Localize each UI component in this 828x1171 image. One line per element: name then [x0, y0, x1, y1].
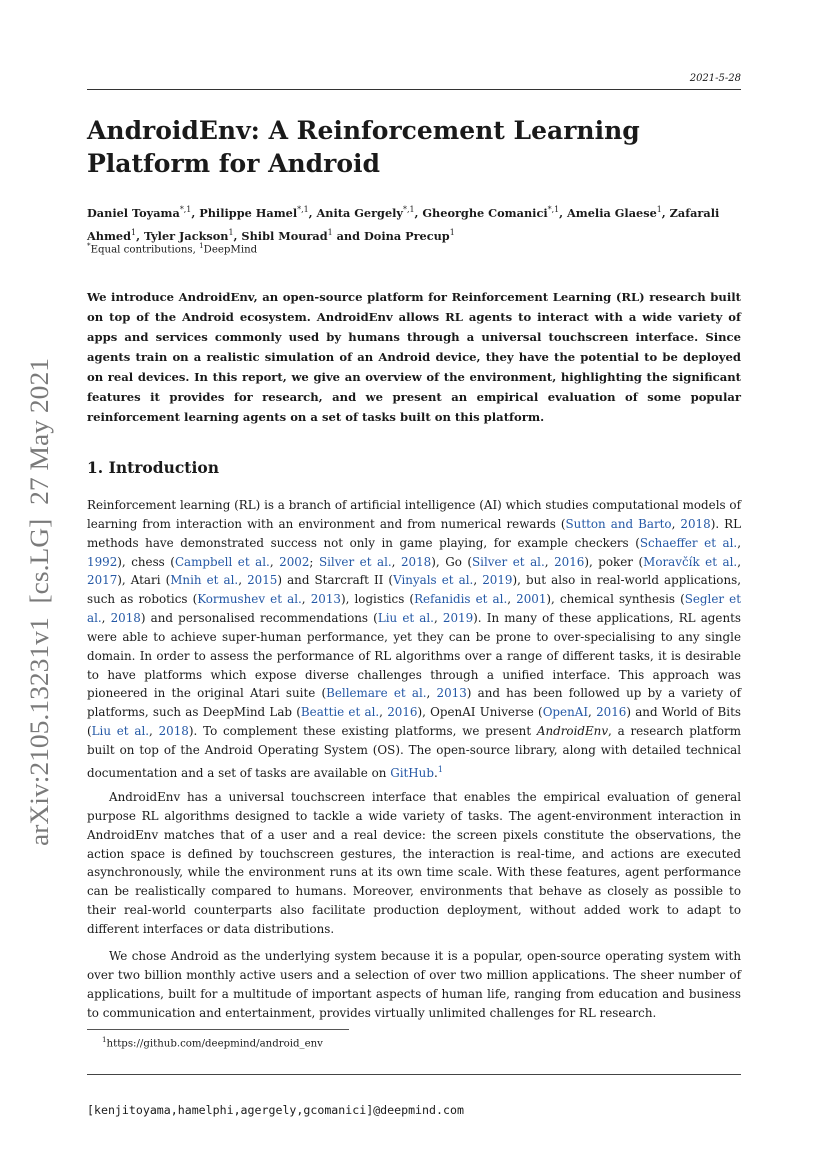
citation-link[interactable]: 1992: [87, 554, 118, 569]
author-affiliation-mark: *,1: [403, 205, 415, 214]
citation-link[interactable]: 2001: [516, 592, 547, 607]
citation-link[interactable]: Beattie et al.: [300, 705, 380, 720]
paragraph-text: ,: [269, 554, 280, 569]
paragraph-text: ,: [737, 535, 741, 550]
paragraph-text: ), but also in real-world applications, such as robotics (: [87, 573, 742, 607]
author-name: Gheorghe Comanici: [422, 205, 548, 220]
paragraph-text: ,: [379, 705, 388, 720]
citation-link[interactable]: 2002: [279, 554, 310, 569]
footer-rule: [87, 1074, 741, 1075]
author-affiliation-mark: 1: [228, 227, 234, 237]
author-separator: ,: [136, 228, 144, 243]
affiliations: [87, 239, 741, 256]
citation-link[interactable]: 2016: [596, 705, 627, 720]
author-separator: ,: [661, 205, 670, 220]
author-name: Amelia Glaese: [567, 205, 657, 220]
paragraph-text: ,: [671, 516, 681, 531]
citation-link[interactable]: Moravčík et al.: [643, 554, 738, 569]
header-date: 2021-5-28: [689, 73, 741, 84]
paragraph-text: ,: [433, 611, 443, 626]
citation-link[interactable]: GitHub: [390, 765, 434, 780]
paragraph-text: ,: [737, 554, 741, 569]
paragraph-text: , a research platform built on top of the Android Operating System (OS). The open-source library, along with detailed technical documentation and a set of tasks are available on: [87, 724, 741, 780]
author-separator: and: [332, 228, 364, 243]
paper-title: [87, 114, 707, 180]
footnote-mark: 1: [102, 1035, 107, 1044]
paragraph-text: .: [433, 765, 438, 780]
footnote-rule: [87, 1029, 349, 1030]
paragraph-text: ,: [473, 573, 483, 588]
citation-link[interactable]: Silver et al.: [318, 554, 392, 569]
citation-link[interactable]: Liu et al.: [91, 724, 150, 739]
author-affiliation-mark: 1: [449, 227, 455, 237]
paragraph-text: ,: [149, 724, 159, 739]
paragraph-text: ,: [507, 592, 517, 607]
author-name: Daniel Toyama: [87, 205, 180, 220]
paragraph-text: ), Go (: [431, 554, 473, 569]
author-name: Tyler Jackson: [143, 228, 229, 243]
equal-contribution-mark: *: [87, 241, 91, 250]
affiliation-text: DeepMind: [203, 244, 258, 256]
citation-link[interactable]: Schaeffer et al.: [639, 535, 738, 550]
citation-link[interactable]: Bellemare et al.: [326, 686, 427, 701]
arxiv-stamp: [15, 356, 59, 848]
author-separator: ,: [414, 205, 423, 220]
paragraph-text: ), logistics (: [340, 592, 415, 607]
author-affiliation-mark: 1: [656, 205, 662, 214]
author-name: Anita Gergely: [316, 205, 404, 220]
paragraph-text: ) and World of Bits (: [87, 705, 741, 739]
citation-link[interactable]: Refanidis et al.: [414, 592, 508, 607]
paragraph-text: ;: [309, 554, 319, 569]
author-separator: ,: [308, 205, 317, 220]
footnote-reference[interactable]: 1: [437, 763, 444, 774]
paragraph-text: ). In many of these applications, RL agents were able to achieve super-human performance, yet they can be prone to over-specialising to any single domain. In order to assess the performance of RL algorithms over a range of different tasks, it is desirable to have platforms which expose diverse challenges through a unified interface. This approach was pioneered in the original Atari suite (: [87, 611, 741, 701]
author-affiliation-mark: 1: [327, 227, 333, 237]
citation-link[interactable]: Vinyals et al.: [393, 573, 474, 588]
author-affiliation-mark: *,1: [297, 205, 309, 214]
paragraph-text: ,: [426, 686, 437, 701]
citation-link[interactable]: 2018: [110, 611, 141, 626]
paragraph-text: ,: [238, 573, 248, 588]
citation-link[interactable]: 2016: [554, 554, 585, 569]
equal-contribution-text: Equal contributions,: [90, 244, 200, 256]
citation-link[interactable]: Kormushev et al.: [197, 592, 302, 607]
citation-link[interactable]: Sutton and Barto: [565, 516, 672, 531]
citation-link[interactable]: Liu et al.: [377, 611, 434, 626]
paragraph-text: ), chess (: [117, 554, 175, 569]
paragraph-text: ), poker (: [584, 554, 644, 569]
title-line-1: AndroidEnv: A Reinforcement Learning: [87, 116, 640, 145]
citation-link[interactable]: 2017: [87, 573, 118, 588]
paragraph-text: ). RL methods have demonstrated success not only in game playing, for example checkers (: [87, 516, 741, 550]
citation-link[interactable]: Segler et al.: [87, 592, 741, 626]
citation-link[interactable]: Mnih et al.: [170, 573, 239, 588]
footnote: [102, 1035, 323, 1049]
author-affiliation-mark: 1: [131, 227, 137, 237]
paragraph-text: ,: [101, 611, 111, 626]
author-separator: ,: [233, 228, 242, 243]
citation-link[interactable]: Campbell et al.: [174, 554, 270, 569]
paragraph-text: ), Atari (: [117, 573, 171, 588]
citation-link[interactable]: 2013: [310, 592, 341, 607]
paragraph-text: ) and has been followed up by a variety of platforms, such as DeepMind Lab (: [87, 686, 741, 720]
paragraph-text: ), chemical synthesis (: [546, 592, 685, 607]
author-name: Philippe Hamel: [199, 205, 298, 220]
abstract: We introduce AndroidEnv, an open-source platform for Reinforcement Learning (RL) research built on top of the Android ecosystem. AndroidEnv allows RL agents to interact with a wide variety of apps and services commonly used by humans through a universal touchscreen interface. Since agents train on a realistic simulation of an Android device, they have the potential to be deployed on real devices. In this report, we give an overview of the environment, highlighting the significant features it provides for research, and we present an empirical evaluation of some popular reinforcement learning agents on a set of tasks built on this platform.: [87, 290, 741, 424]
paragraph-text: ,: [588, 705, 597, 720]
intro-paragraph-2: AndroidEnv has a universal touchscreen interface that enables the empirical evaluation of general purpose RL algorithms designed to tackle a wide variety of tasks. The agent-environment interaction in AndroidEnv matches that of a user and a real device: the screen pixels constitute the observations, the action space is defined by touchscreen gestures, the interaction is real-time, and actions are executed asynchronously, while the environment runs at its own time scale. With these features, agent performance can be realistically compared to humans. Moreover, environments that behave as closely as possible to their real-world counterparts also facilitate production deployment, without added work to adapt to different interfaces or data distributions.: [87, 790, 741, 936]
arxiv-stamp-text: arXiv:2105.13231v1 [cs.LG] 27 May 2021: [25, 385, 54, 846]
paragraph-text: ,: [301, 592, 311, 607]
footnote-url[interactable]: https://github.com/deepmind/android_env: [106, 1038, 323, 1050]
paragraph-text: ,: [544, 554, 555, 569]
author-affiliation-mark: *,1: [179, 205, 192, 214]
author-name: Zafarali Ahmed: [87, 205, 720, 243]
intro-paragraph-3: We chose Android as the underlying system because it is a popular, open-source operating system with over two billion monthly active users and a selection of over two million applications. The sheer number of applications, built for a multitude of important aspects of human life, ranging from education and business to communication and entertainment, provides virtually unlimited challenges for RL research.: [87, 949, 741, 1020]
citation-link[interactable]: 2016: [387, 705, 418, 720]
paragraph-text: ), OpenAI Universe (: [417, 705, 543, 720]
citation-link[interactable]: 2018: [158, 724, 189, 739]
author-name: Shibl Mourad: [241, 228, 328, 243]
citation-link[interactable]: 2018: [680, 516, 711, 531]
emphasized-text: AndroidEnv: [536, 724, 609, 739]
citation-link[interactable]: Silver et al.: [472, 554, 545, 569]
paragraph-text: ). To complement these existing platforms, we present: [188, 724, 537, 739]
citation-link[interactable]: 2018: [400, 554, 432, 569]
citation-link[interactable]: 2015: [247, 573, 278, 588]
intro-paragraph-1: [87, 496, 741, 783]
author-affiliation-mark: *,1: [547, 205, 560, 214]
author-name: Doina Precup: [363, 228, 450, 243]
paragraph-text: ) and Starcraft II (: [277, 573, 394, 588]
paragraph-text: ) and personalised recommendations (: [140, 611, 378, 626]
affiliation-mark: 1: [199, 241, 204, 250]
citation-link[interactable]: OpenAI: [542, 705, 589, 720]
paragraph-text: Reinforcement learning (RL) is a branch of artificial intelligence (AI) which studies computational models of learning from interaction with an environment and from numerical rewards (: [87, 498, 741, 531]
header-rule: [87, 89, 741, 90]
corresponding-emails[interactable]: [kenjitoyama,hamelphi,agergely,gcomanici]@deepmind.com: [87, 1103, 464, 1117]
citation-link[interactable]: 2019: [442, 611, 474, 626]
paragraph-text: ,: [391, 554, 401, 569]
author-separator: ,: [559, 205, 568, 220]
section-heading-introduction: 1. Introduction: [87, 458, 219, 477]
citation-link[interactable]: 2019: [482, 573, 513, 588]
title-line-2: Platform for Android: [87, 149, 380, 178]
author-separator: ,: [191, 205, 200, 220]
citation-link[interactable]: 2013: [436, 686, 467, 701]
